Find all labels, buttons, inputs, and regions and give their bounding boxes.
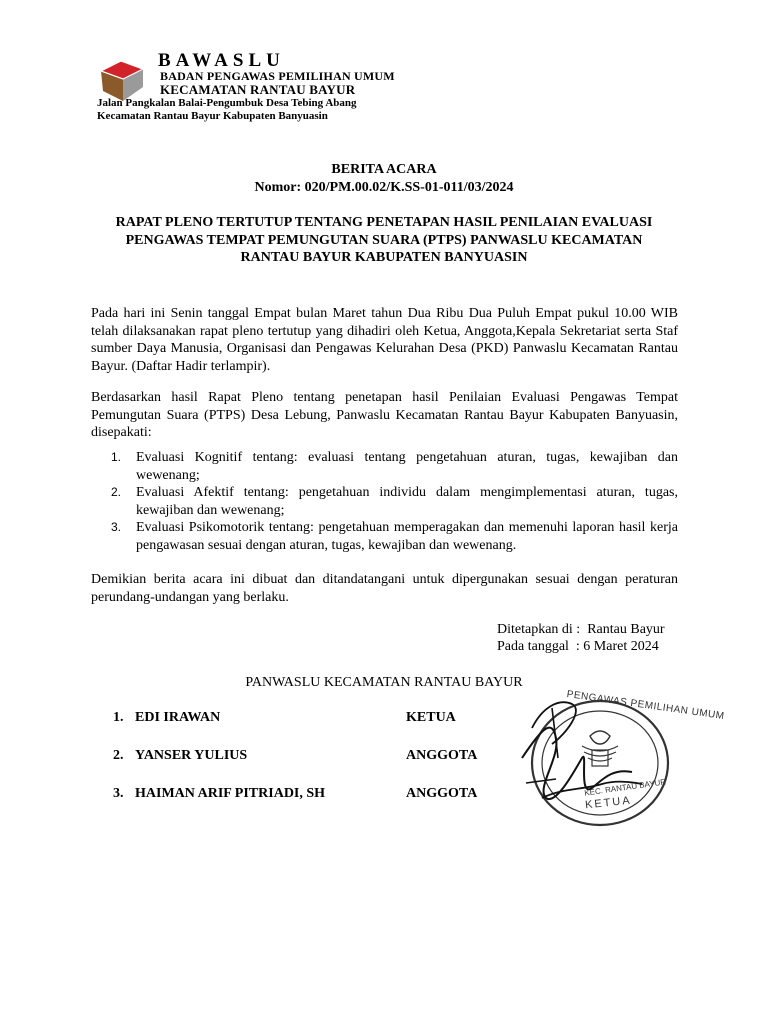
member-role: ANGGOTA	[406, 786, 478, 801]
org-name: BAWASLU	[158, 50, 285, 71]
member-role: KETUA	[406, 710, 456, 725]
org-district: KECAMATAN RANTAU BAYUR	[160, 82, 356, 97]
org-address-line2: Kecamatan Rantau Bayur Kabupaten Banyuasin	[97, 110, 328, 122]
place-of-issue: Ditetapkan di : Rantau Bayur	[497, 622, 665, 637]
committee-title: PANWASLU KECAMATAN RANTAU BAYUR	[245, 675, 523, 690]
paragraph-decision: Berdasarkan hasil Rapat Pleno tentang penetapan hasil Penilaian Evaluasi Pengawas Tempat Pemungutan Suara (PTPS) Desa Lebung, Panwaslu Kecamatan Rantau Bayur Kabupaten Banyuasin, disepakati:	[91, 390, 678, 440]
paragraph-closing: Demikian berita acara ini dibuat dan ditandatangani untuk dipergunakan sesuai dengan peraturan perundang-undangan yang berlaku.	[91, 572, 678, 605]
clause-number: 1.	[111, 450, 122, 464]
member-role: ANGGOTA	[406, 748, 478, 763]
date-of-issue: Pada tanggal : 6 Maret 2024	[497, 639, 659, 654]
clause-text: Evaluasi Kognitif tentang: evaluasi tentang pengetahuan aturan, tugas, kewajiban dan wewenang;	[136, 450, 678, 483]
clause-number: 3.	[111, 520, 122, 534]
clause-number: 2.	[111, 485, 122, 499]
org-address-line1: Jalan Pangkalan Balai-Pengumbuk Desa Tebing Abang	[97, 97, 357, 109]
list-item	[91, 449, 678, 484]
member-name-text: YANSER YULIUS	[135, 748, 248, 763]
document-title: BERITA ACARA	[331, 162, 437, 177]
paragraph-opening: Pada hari ini Senin tanggal Empat bulan Maret tahun Dua Ribu Dua Puluh Empat pukul 10.00 WIB telah dilaksanakan rapat pleno tertutup yang dihadiri oleh Ketua, Anggota,Kepala Sekretariat serta Staf sumber Daya Manusia, Organisasi dan Pengawas Kelurahan Desa (PKD) Panwaslu Kecamatan Rantau Bayur. (Daftar Hadir terlampir).	[91, 306, 678, 374]
member-name-text: EDI IRAWAN	[135, 710, 221, 725]
stamp-role-text: KETUA	[584, 794, 633, 812]
stamp-center-text: KEC. RANTAU BAYUR	[583, 777, 667, 798]
clause-list	[91, 449, 678, 554]
org-subtitle: BADAN PENGAWAS PEMILIHAN UMUM	[160, 69, 395, 83]
member-number: 3.	[113, 786, 124, 801]
document-number: Nomor: 020/PM.00.02/K.SS-01-011/03/2024	[254, 180, 514, 195]
clause-text: Evaluasi Psikomotorik tentang: pengetahuan memperagakan dan memenuhi laporan hasil kerja pengawasan sesuai dengan aturan, tugas, kewajiban dan wewenang.	[136, 520, 678, 553]
member-number: 1.	[113, 710, 124, 725]
document-subject: RAPAT PLENO TERTUTUP TENTANG PENETAPAN HASIL PENILAIAN EVALUASI PENGAWAS TEMPAT PEMUNGUTAN SUARA (PTPS) PANWASLU KECAMATAN RANTAU BAYUR KABUPATEN BANYUASIN	[115, 215, 653, 265]
member-number: 2.	[113, 748, 124, 763]
clause-text: Evaluasi Afektif tentang: pengetahuan individu dalam mengimplementasi aturan, tugas, kewajiban dan wewenang;	[136, 485, 678, 518]
member-name	[113, 786, 325, 802]
member-name	[113, 710, 220, 726]
list-item	[91, 519, 678, 554]
list-item	[91, 484, 678, 519]
member-name-text: HAIMAN ARIF PITRIADI, SH	[135, 786, 326, 801]
member-name	[113, 748, 247, 764]
stamp-top-text: PENGAWAS PEMILIHAN UMUM	[566, 688, 726, 723]
